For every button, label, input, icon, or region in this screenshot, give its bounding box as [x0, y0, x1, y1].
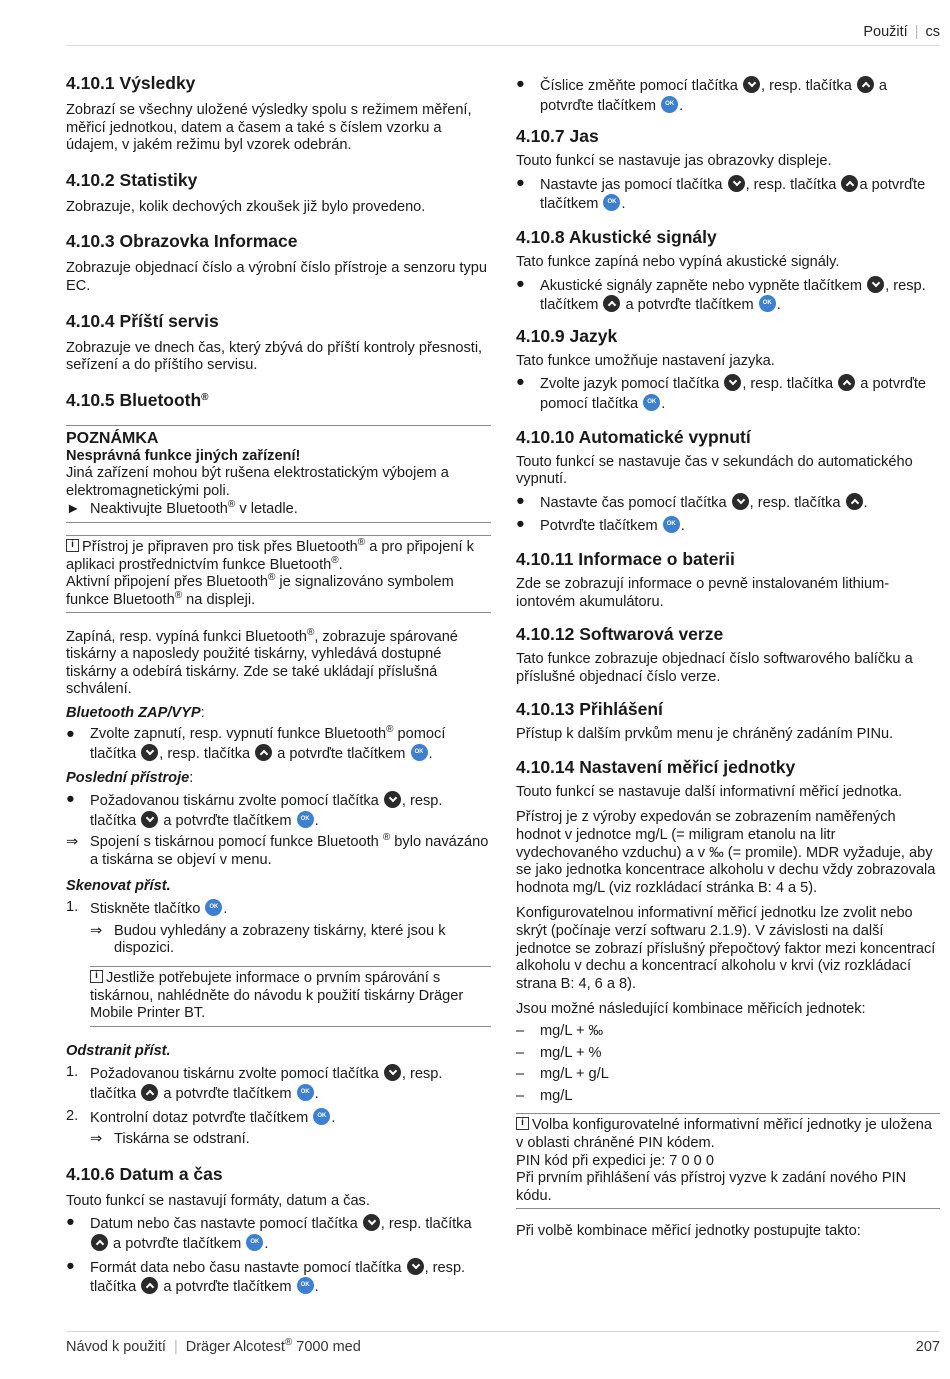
- section-title-results: 4.10.1 Výsledky: [66, 73, 196, 93]
- subhead-scan-devices: Skenovat příst.: [66, 877, 171, 894]
- dash: –: [516, 1087, 525, 1104]
- chevron-up-button-icon: [846, 493, 863, 510]
- text: Nastavte jas pomocí tlačítka: [540, 176, 727, 193]
- registered-mark: ®: [227, 498, 236, 510]
- chevron-down-button-icon: [407, 1258, 424, 1275]
- section-title-acoustic: 4.10.8 Akustické signály: [516, 226, 717, 247]
- info3-line2: PIN kód při expedici je: 7 0 0 0: [516, 1152, 714, 1169]
- section-text-battery: Zde se zobrazují informace o pevně instalovaném lithium-iontovém akumulátoru.: [516, 575, 890, 610]
- subhead-last-devices: Poslední přístroje: [66, 769, 190, 786]
- section-title-battery: 4.10.11 Informace o baterii: [516, 548, 735, 569]
- section-text-auto-off: Touto funkcí se nastavuje čas v sekundách do automatického vypnutí.: [516, 453, 913, 488]
- bullet: ●: [516, 174, 525, 191]
- text: Datum nebo čas nastavte pomocí tlačítka: [90, 1216, 362, 1233]
- bullet: ●: [516, 374, 525, 391]
- step-number: 1.: [66, 1064, 79, 1081]
- subhead-remove-device: Odstranit příst.: [66, 1042, 171, 1059]
- section-text-acoustic: Tato funkce zapíná nebo vypíná akustické signály.: [516, 253, 840, 270]
- section-text-info-screen: Zobrazuje objednací číslo a výrobní číslo přístroje a senzoru typu EC.: [66, 260, 488, 294]
- section-text-software: Tato funkce zobrazuje objednací číslo softwarového balíčku a příslušné objednací číslo verze.: [516, 651, 913, 685]
- dash: –: [516, 1023, 525, 1039]
- text: , resp. tlačítka: [159, 746, 255, 763]
- ok-button-icon: [661, 96, 678, 113]
- right-column: [516, 76, 940, 1241]
- result-item: [90, 1131, 491, 1149]
- chevron-down-button-icon: [384, 1064, 401, 1081]
- info-box-pin: [516, 1113, 940, 1209]
- registered-mark: ®: [174, 589, 183, 601]
- text: Spojení s tiskárnou pomocí funkce Bluetooth: [90, 834, 383, 851]
- section-title-info-screen: 4.10.3 Obrazovka Informace: [66, 231, 298, 252]
- ok-button-icon: [603, 194, 620, 211]
- info-icon: [66, 539, 79, 552]
- step-item: [66, 899, 491, 919]
- unit-list-item: [516, 1088, 940, 1106]
- bullet: ●: [516, 516, 525, 533]
- left-column: [66, 72, 491, 1297]
- chevron-up-button-icon: [141, 1084, 158, 1101]
- info1-b: a pro připojení k aplikaci prostřednictvím funkce Bluetooth: [66, 539, 474, 573]
- text: Budou vyhledány a zobrazeny tiskárny, které jsou k dispozici.: [114, 922, 446, 957]
- bullet: ●: [66, 1257, 75, 1274]
- page-header: [863, 24, 940, 42]
- section-text-login: Přístup k dalším prvkům menu je chráněný zadáním PINu.: [516, 726, 894, 743]
- ok-button-icon: [246, 1234, 263, 1251]
- text: Zvolte jazyk pomocí tlačítka: [540, 376, 724, 393]
- implies-icon: ⇒: [90, 922, 103, 939]
- ok-button-icon: [643, 394, 660, 411]
- info1-d: Aktivní připojení přes Bluetooth: [66, 574, 268, 591]
- ok-button-icon: [759, 295, 776, 312]
- text: a potvrďte tlačítkem: [159, 812, 296, 829]
- unit-combination: mg/L + ‰: [540, 1023, 604, 1039]
- info-box-bluetooth: [66, 535, 491, 612]
- text: .: [863, 494, 868, 511]
- ok-button-icon: [411, 744, 428, 761]
- text: a potvrďte tlačítkem: [159, 1085, 296, 1102]
- list-item: [516, 175, 940, 214]
- bluetooth-description: [66, 626, 491, 699]
- section-text-unit-3: Konfigurovatelnou informativní měřicí jednotku lze zvolit nebo skrýt (počínaje verzí softwaru 2.1.9). V závislosti na další jednotce se zobrazí příslušný přepočtový faktor mezi koncentrací alkoholu v dechu a koncentrací alkoholu v krvi (viz rozkládací strana B: 4, 6 a 8).: [516, 905, 936, 992]
- footer-rule: [66, 1331, 940, 1332]
- chevron-up-button-icon: [841, 175, 858, 192]
- text: Formát data nebo času nastavte pomocí tlačítka: [90, 1259, 406, 1276]
- registered-mark: ®: [382, 832, 391, 844]
- text: .: [314, 812, 319, 829]
- bullet: ●: [516, 76, 525, 92]
- footer-product: Dräger Alcotest: [185, 1339, 285, 1355]
- info-icon: [90, 970, 103, 983]
- header-section: Použití: [863, 24, 908, 40]
- registered-mark: ®: [331, 554, 339, 566]
- section-title-software: 4.10.12 Softwarová verze: [516, 624, 724, 645]
- section-title-unit-settings: 4.10.14 Nastavení měřicí jednotky: [516, 756, 796, 777]
- section-text-results: Zobrazí se všechny uložené výsledky spolu s režimem měření, měřicí jednotkou, datem a časem a také s číslem vzorku a údajem, v jakém režimu byl vzorek odebrán.: [66, 102, 472, 154]
- text: bylo navázáno a tiskárna se objeví v menu.: [90, 834, 489, 869]
- footer-product-model: 7000 med: [292, 1339, 361, 1355]
- text: Nastavte čas pomocí tlačítka: [540, 494, 731, 511]
- bullet: ●: [66, 791, 75, 808]
- text: , resp. tlačítka: [760, 78, 856, 94]
- list-item: [66, 1214, 491, 1253]
- implies-icon: ⇒: [66, 834, 79, 851]
- registered-mark: ®: [268, 572, 276, 584]
- colon: :: [200, 704, 205, 721]
- list-item: [516, 276, 940, 315]
- text: Akustické signály zapněte nebo vypněte tlačítkem: [540, 277, 867, 294]
- text: , resp. tlačítka: [745, 176, 841, 193]
- text: .: [314, 1085, 319, 1102]
- section-text-statistics: Zobrazuje, kolik dechových zkoušek již bylo provedeno.: [66, 198, 426, 215]
- text: .: [223, 901, 228, 918]
- text: a potvrďte tlačítkem: [540, 176, 926, 213]
- text: , resp. tlačítka: [90, 1259, 466, 1296]
- chevron-up-button-icon: [857, 76, 874, 93]
- list-item: [66, 791, 491, 830]
- text: , resp. tlačítka: [742, 376, 838, 393]
- bullet: ●: [66, 1214, 75, 1231]
- text: , resp. tlačítka: [90, 1066, 443, 1102]
- text: , resp. tlačítka: [90, 793, 443, 829]
- text: .: [776, 297, 781, 314]
- chevron-down-button-icon: [732, 493, 749, 510]
- chevron-down-button-icon: [743, 76, 760, 93]
- notice-action: [66, 498, 491, 519]
- chevron-down-button-icon: [867, 276, 884, 293]
- ok-button-icon: [313, 1108, 330, 1125]
- unit-combination: mg/L + g/L: [540, 1066, 609, 1083]
- notice-text: Jiná zařízení mohou být rušena elektrostatickým výbojem a elektromagnetickými poli.: [66, 465, 449, 499]
- chevron-up-button-icon: [838, 374, 855, 391]
- section-text-brightness: Touto funkcí se nastavuje jas obrazovky displeje.: [516, 153, 832, 170]
- notice-box: [66, 425, 491, 523]
- text: Požadovanou tiskárnu zvolte pomocí tlačítka: [90, 1066, 383, 1083]
- registered-mark: ®: [306, 626, 315, 638]
- text: .: [621, 196, 626, 213]
- info-box-pairing: [90, 966, 491, 1027]
- ok-button-icon: [297, 1084, 314, 1101]
- chevron-down-button-icon: [724, 374, 741, 391]
- implies-icon: ⇒: [90, 1131, 103, 1148]
- footer-doc: Návod k použití: [66, 1339, 166, 1355]
- colon: :: [189, 769, 194, 786]
- step-number: 2.: [66, 1107, 79, 1124]
- text: Kontrolní dotaz potvrďte tlačítkem: [90, 1109, 313, 1126]
- header-language: cs: [925, 24, 940, 40]
- chevron-down-button-icon: [141, 744, 158, 761]
- header-rule: [66, 45, 940, 46]
- text: .: [314, 1279, 319, 1296]
- section-title-login: 4.10.13 Přihlášení: [516, 699, 663, 720]
- footer-separator: |: [173, 1339, 178, 1355]
- text: , resp. tlačítkem: [540, 277, 926, 314]
- page-footer: [66, 1339, 940, 1357]
- info1-e: je signalizováno symbolem funkce Bluetooth: [66, 574, 454, 608]
- section-title-next-service: 4.10.4 Příští servis: [66, 310, 219, 331]
- dash: –: [516, 1044, 525, 1061]
- list-item: [516, 374, 940, 413]
- step-item: [66, 1064, 491, 1103]
- text: a potvrďte tlačítkem: [621, 297, 758, 314]
- registered-mark: ®: [386, 724, 394, 736]
- ok-button-icon: [205, 899, 222, 916]
- unit-combination: mg/L + %: [540, 1044, 602, 1061]
- text: Požadovanou tiskárnu zvolte pomocí tlačítka: [90, 793, 383, 810]
- text: .: [680, 518, 685, 535]
- section-text-unit-4: Jsou možné následující kombinace měřicích jednotek:: [516, 1001, 866, 1018]
- text: Číslice změňte pomocí tlačítka: [540, 78, 742, 94]
- info3-line1: Volba konfigurovatelné informativní měřicí jednotky je uložena v oblasti chráněné PIN kódem.: [516, 1117, 932, 1151]
- chevron-down-button-icon: [141, 811, 158, 828]
- list-item: [66, 1258, 491, 1297]
- section-title-statistics: 4.10.2 Statistiky: [66, 169, 198, 190]
- info3-line3: Při prvním přihlášení vás přístroj vyzve k zadání nového PIN kódu.: [516, 1170, 907, 1204]
- list-item: [516, 516, 940, 536]
- unit-combination: mg/L: [540, 1087, 573, 1104]
- header-separator: |: [914, 24, 919, 40]
- text: pomocí tlačítka: [90, 726, 446, 763]
- list-item: [66, 726, 491, 763]
- text: Stiskněte tlačítko: [90, 901, 205, 918]
- dash: –: [516, 1066, 525, 1083]
- text: a potvrďte tlačítkem: [273, 746, 410, 763]
- notice-subtitle: Nesprávná funkce jiných zařízení!: [66, 447, 301, 464]
- section-text-unit-1: Touto funkcí se nastavuje další informativní měřicí jednotka.: [516, 783, 903, 800]
- text: .: [661, 395, 666, 412]
- notice-action-text-b: v letadle.: [235, 500, 298, 517]
- unit-list-item: [516, 1045, 940, 1063]
- text: a potvrďte tlačítkem: [159, 1279, 296, 1296]
- text: , resp. tlačítka: [380, 1216, 472, 1233]
- section-title-bluetooth: [66, 389, 491, 411]
- text: a potvrďte pomocí tlačítka: [540, 376, 927, 412]
- text: .: [679, 97, 684, 114]
- unit-list-item: [516, 1066, 940, 1084]
- bluetooth-desc-b: , zobrazuje spárované tiskárny a naposledy použité tiskárny, vyhledává dostupné tiskárny a odebírá tiskárny. Zde se také ukládají příslušná schválení.: [66, 628, 458, 698]
- chevron-up-button-icon: [141, 1277, 158, 1294]
- bullet: ●: [516, 492, 525, 509]
- chevron-down-button-icon: [363, 1214, 380, 1231]
- text: Tiskárna se odstraní.: [114, 1131, 250, 1148]
- info1-a: Přístroj je připraven pro tisk přes Bluetooth: [82, 539, 358, 556]
- text: .: [428, 746, 433, 763]
- chevron-down-button-icon: [384, 791, 401, 808]
- section-text-unit-2: Přístroj je z výroby expedován se zobrazením naměřených hodnot v jednotce mg/L (= miligram etanolu na litr vydechovaného vzduchu) a v ‰ (= promile). MDR vyžaduje, aby se jako jednotka koncentrace alkoholu v dechu vždy zobrazovala hodnota mg/L (viz rozkládací stránka B: 4 a 5).: [516, 809, 936, 896]
- ok-button-icon: [663, 516, 680, 533]
- registered-mark: ®: [201, 391, 209, 403]
- text: Potvrďte tlačítkem: [540, 518, 662, 535]
- section-title-date-time: 4.10.6 Datum a čas: [66, 1163, 223, 1184]
- text: Zvolte zapnutí, resp. vypnutí funkce Bluetooth: [90, 726, 387, 743]
- text: a potvrďte tlačítkem: [540, 78, 888, 114]
- text: , resp. tlačítka: [749, 494, 845, 511]
- info2-text: Jestliže potřebujete informace o prvním spárování s tiskárnou, nahlédněte do návodu k použití tiskárny Dräger Mobile Printer BT.: [90, 970, 464, 1022]
- step-number: 1.: [66, 899, 79, 916]
- bullet: ●: [66, 726, 75, 743]
- text: a potvrďte tlačítkem: [109, 1235, 246, 1252]
- page-number: 207: [915, 1339, 940, 1355]
- registered-mark: ®: [357, 537, 366, 549]
- ok-button-icon: [297, 811, 314, 828]
- ok-button-icon: [297, 1277, 314, 1294]
- section-title-language: 4.10.9 Jazyk: [516, 325, 618, 346]
- notice-title: POZNÁMKA: [66, 429, 159, 447]
- subhead-bluetooth-on-off: Bluetooth ZAP/VYP: [66, 704, 201, 721]
- section-title-auto-off: 4.10.10 Automatické vypnutí: [516, 426, 751, 447]
- unit-list-item: [516, 1023, 940, 1041]
- section-text-next-service: Zobrazuje ve dnech čas, který zbývá do příští kontroly přesnosti, seřízení a do příštího servisu.: [66, 339, 483, 374]
- chevron-up-button-icon: [91, 1234, 108, 1251]
- chevron-down-button-icon: [728, 175, 745, 192]
- arrow-icon: ►: [66, 500, 81, 517]
- info1-c: .: [338, 556, 343, 573]
- info-icon: [516, 1117, 529, 1130]
- section-text-date-time: Touto funkcí se nastavují formáty, datum a čas.: [66, 1192, 370, 1209]
- section-text-language: Tato funkce umožňuje nastavení jazyka.: [516, 352, 775, 369]
- bullet: ●: [516, 275, 525, 292]
- text: .: [331, 1109, 336, 1126]
- text: .: [264, 1235, 269, 1252]
- step-item: [66, 1108, 491, 1128]
- list-item: [516, 493, 940, 513]
- chevron-up-button-icon: [603, 295, 620, 312]
- bluetooth-title-text: 4.10.5 Bluetooth: [66, 389, 202, 410]
- result-item: [66, 834, 491, 869]
- section-text-unit-final: Při volbě kombinace měřicí jednotky postupujte takto:: [516, 1223, 861, 1240]
- list-item: [516, 76, 940, 115]
- chevron-up-button-icon: [255, 744, 272, 761]
- result-item: [90, 923, 491, 958]
- bluetooth-desc-a: Zapíná, resp. vypíná funkci Bluetooth: [66, 628, 307, 645]
- info1-f: na displeji.: [182, 591, 256, 608]
- notice-action-text-a: Neaktivujte Bluetooth: [90, 500, 228, 517]
- section-title-brightness: 4.10.7 Jas: [516, 126, 599, 147]
- registered-mark: ®: [284, 1337, 293, 1348]
